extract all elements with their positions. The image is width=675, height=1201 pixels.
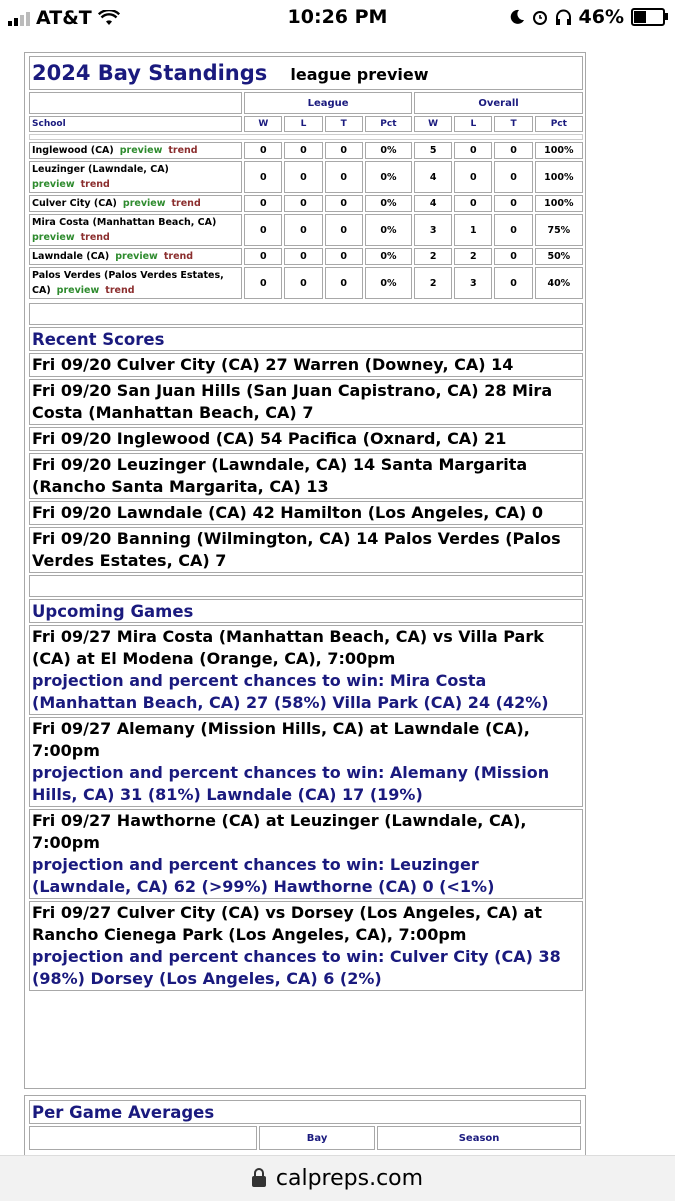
averages-table: [27, 1098, 583, 1152]
col-overall-pct: Pct: [535, 116, 583, 132]
col-school: School: [29, 116, 242, 132]
school-name[interactable]: Inglewood (CA): [32, 145, 114, 156]
league-pct: 0%: [365, 142, 412, 159]
table-row: [29, 161, 583, 193]
group-bay: Bay: [259, 1126, 375, 1150]
headphones-icon: [555, 9, 572, 25]
overall-ties: 0: [494, 161, 532, 193]
recent-game[interactable]: Fri 09/20 San Juan Hills (San Juan Capistrano, CA) 28 Mira Costa (Manhattan Beach, CA) 7: [29, 379, 583, 425]
overall-pct: 50%: [535, 248, 583, 265]
overall-ties: 0: [494, 248, 532, 265]
list-item: [29, 427, 583, 451]
upcoming-game[interactable]: Fri 09/27 Culver City (CA) vs Dorsey (Los Angeles, CA) at Rancho Cienega Park (Los Angeles, CA), 7:00pm: [32, 903, 543, 944]
overall-pct: 100%: [535, 161, 583, 193]
status-icons: [509, 6, 665, 28]
group-overall: Overall: [414, 92, 583, 114]
league-pct: 0%: [365, 248, 412, 265]
averages-spacer: [29, 1126, 257, 1150]
upcoming-game[interactable]: Fri 09/27 Hawthorne (CA) at Leuzinger (Lawndale, CA), 7:00pm: [32, 811, 527, 852]
overall-pct: 75%: [535, 214, 583, 246]
group-season: Season: [377, 1126, 581, 1150]
col-overall-w: W: [414, 116, 452, 132]
blank-row: [29, 303, 583, 325]
main-content: [27, 54, 585, 993]
school-name[interactable]: Mira Costa (Manhattan Beach, CA): [32, 217, 217, 228]
league-losses: 0: [284, 142, 322, 159]
standings-table: [27, 54, 585, 301]
overall-losses: 0: [454, 195, 492, 212]
list-item: [29, 527, 583, 573]
status-bar: [0, 0, 675, 36]
league-wins: 0: [244, 161, 282, 193]
school-name[interactable]: Leuzinger (Lawndale, CA): [32, 164, 169, 175]
trend-link[interactable]: trend: [105, 285, 135, 296]
clock: 10:26 PM: [287, 6, 388, 28]
overall-ties: 0: [494, 267, 532, 299]
col-overall-l: L: [454, 116, 492, 132]
upcoming-game[interactable]: Fri 09/27 Mira Costa (Manhattan Beach, CA) vs Villa Park (CA) at El Modena (Orange, CA), 7:00pm: [32, 627, 544, 668]
overall-wins: 3: [414, 214, 452, 246]
trend-link[interactable]: trend: [163, 251, 194, 262]
overall-losses: 3: [454, 267, 492, 299]
overall-pct: 40%: [535, 267, 583, 299]
league-pct: 0%: [365, 214, 412, 246]
list-item: [29, 901, 583, 991]
school-name[interactable]: Palos Verdes (Palos Verdes Estates, CA): [32, 270, 224, 296]
projection-text: projection and percent chances to win: Leuzinger (Lawndale, CA) 62 (>99%) Hawthorne (CA) 0 (<1%): [32, 855, 495, 896]
preview-link[interactable]: preview: [56, 285, 100, 296]
league-ties: 0: [325, 142, 363, 159]
overall-losses: 0: [454, 142, 492, 159]
league-wins: 0: [244, 267, 282, 299]
header-divider: [29, 134, 583, 140]
league-losses: 0: [284, 214, 322, 246]
table-row: [29, 267, 583, 299]
overall-pct: 100%: [535, 195, 583, 212]
col-overall-t: T: [494, 116, 532, 132]
league-pct: 0%: [365, 267, 412, 299]
school-name[interactable]: Culver City (CA): [32, 198, 117, 209]
group-league: League: [244, 92, 412, 114]
col-league-l: L: [284, 116, 322, 132]
league-pct: 0%: [365, 161, 412, 193]
trend-link[interactable]: trend: [80, 232, 110, 243]
lock-icon: [252, 1176, 266, 1187]
standings-title-cell: [29, 56, 583, 90]
league-ties: 0: [325, 195, 363, 212]
overall-wins: 2: [414, 248, 452, 265]
upcoming-games-heading: Upcoming Games: [29, 599, 583, 623]
league-losses: 0: [284, 161, 322, 193]
col-league-t: T: [325, 116, 363, 132]
overall-wins: 5: [414, 142, 452, 159]
averages-heading: Per Game Averages: [29, 1100, 581, 1124]
battery-icon: [631, 8, 665, 26]
games-table: [27, 301, 585, 993]
league-wins: 0: [244, 195, 282, 212]
recent-game[interactable]: Fri 09/20 Inglewood (CA) 54 Pacifica (Oxnard, CA) 21: [29, 427, 583, 451]
league-ties: 0: [325, 267, 363, 299]
list-item: [29, 717, 583, 807]
league-wins: 0: [244, 142, 282, 159]
table-row: [29, 214, 583, 246]
url-text[interactable]: calpreps.com: [275, 1166, 424, 1191]
overall-losses: 1: [454, 214, 492, 246]
overall-losses: 2: [454, 248, 492, 265]
list-item: [29, 809, 583, 899]
overall-pct: 100%: [535, 142, 583, 159]
preview-link[interactable]: preview: [119, 145, 163, 156]
table-row: [29, 195, 583, 212]
league-preview-link[interactable]: league preview: [290, 65, 429, 84]
list-item: [29, 379, 583, 425]
preview-link[interactable]: preview: [122, 198, 166, 209]
overall-ties: 0: [494, 214, 532, 246]
league-pct: 0%: [365, 195, 412, 212]
recent-scores-heading: Recent Scores: [29, 327, 583, 351]
trend-link[interactable]: trend: [168, 145, 198, 156]
group-spacer: [29, 92, 242, 114]
league-wins: 0: [244, 248, 282, 265]
list-item: [29, 353, 583, 377]
league-losses: 0: [284, 267, 322, 299]
projection-text: projection and percent chances to win: Alemany (Mission Hills, CA) 31 (81%) Lawndale (CA) 17 (19%): [32, 763, 550, 804]
school-name[interactable]: Lawndale (CA): [32, 251, 110, 262]
col-league-w: W: [244, 116, 282, 132]
recent-game[interactable]: Fri 09/20 Culver City (CA) 27 Warren (Downey, CA) 14: [29, 353, 583, 377]
preview-link[interactable]: preview: [32, 179, 75, 190]
overall-wins: 4: [414, 195, 452, 212]
overall-wins: 4: [414, 161, 452, 193]
list-item: [29, 501, 583, 525]
preview-link[interactable]: preview: [32, 232, 75, 243]
projection-text: projection and percent chances to win: Mira Costa (Manhattan Beach, CA) 27 (58%) Villa Park (CA) 24 (42%): [32, 671, 549, 712]
list-item: [29, 453, 583, 499]
recent-game[interactable]: Fri 09/20 Leuzinger (Lawndale, CA) 14 Santa Margarita (Rancho Santa Margarita, CA) 13: [29, 453, 583, 499]
overall-losses: 0: [454, 161, 492, 193]
page-title: 2024 Bay Standings: [32, 61, 268, 85]
recent-game[interactable]: Fri 09/20 Lawndale (CA) 42 Hamilton (Los Angeles, CA) 0: [29, 501, 583, 525]
table-row: [29, 248, 583, 265]
table-row: [29, 142, 583, 159]
alarm-icon: [532, 9, 548, 25]
blank-row: [29, 575, 583, 597]
league-wins: 0: [244, 214, 282, 246]
battery-percent: 46%: [578, 6, 624, 28]
trend-link[interactable]: trend: [80, 179, 110, 190]
carrier-name: AT&T: [36, 7, 92, 29]
preview-link[interactable]: preview: [115, 251, 158, 262]
league-ties: 0: [325, 248, 363, 265]
list-item: [29, 625, 583, 715]
overall-ties: 0: [494, 195, 532, 212]
projection-text: projection and percent chances to win: Culver City (CA) 38 (98%) Dorsey (Los Angeles, CA) 6 (2%): [32, 947, 561, 988]
league-losses: 0: [284, 195, 322, 212]
address-bar[interactable]: [0, 1155, 675, 1201]
upcoming-game[interactable]: Fri 09/27 Alemany (Mission Hills, CA) at Lawndale (CA), 7:00pm: [32, 719, 530, 760]
overall-wins: 2: [414, 267, 452, 299]
league-ties: 0: [325, 214, 363, 246]
moon-icon: [509, 9, 525, 25]
overall-ties: 0: [494, 142, 532, 159]
recent-game[interactable]: Fri 09/20 Banning (Wilmington, CA) 14 Palos Verdes (Palos Verdes Estates, CA) 7: [29, 527, 583, 573]
col-league-pct: Pct: [365, 116, 412, 132]
league-losses: 0: [284, 248, 322, 265]
trend-link[interactable]: trend: [171, 198, 201, 209]
league-ties: 0: [325, 161, 363, 193]
